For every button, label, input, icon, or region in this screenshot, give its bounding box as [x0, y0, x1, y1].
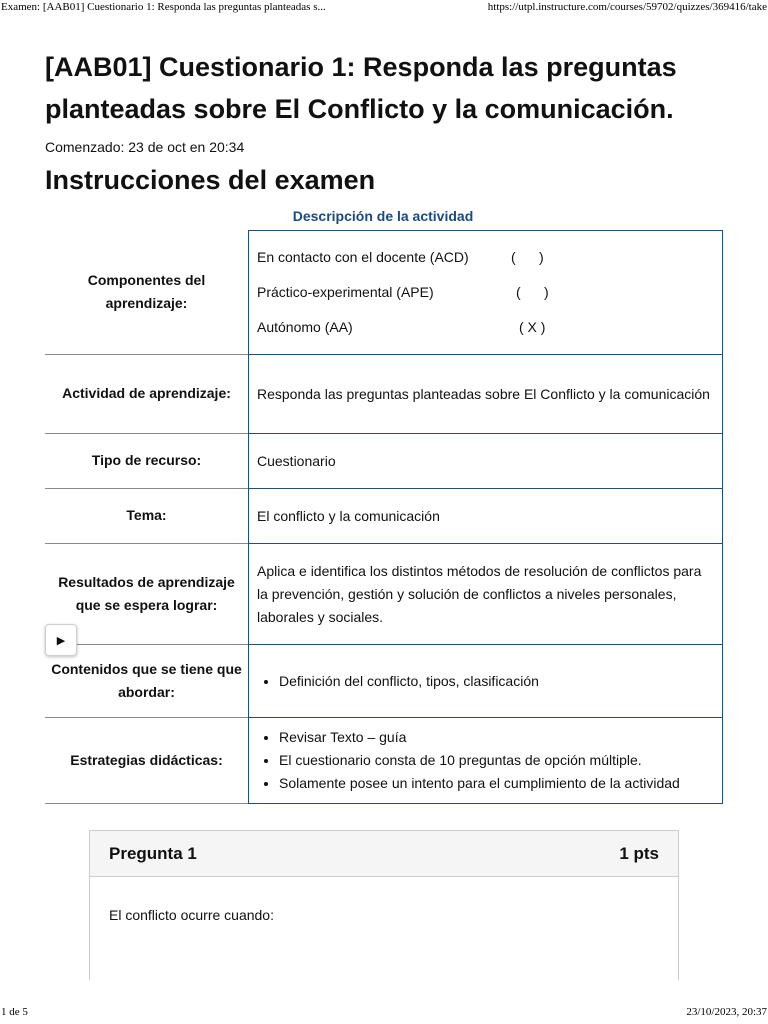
list-item: • Definición del conflicto, tipos, clasificación	[279, 670, 714, 693]
component-mark: ( )	[516, 284, 549, 300]
row-value	[248, 717, 723, 804]
row-contents	[45, 644, 723, 718]
row-topic	[45, 488, 723, 544]
list-item: • Revisar Texto – guía	[279, 726, 714, 749]
row-outcomes	[45, 543, 723, 645]
started-timestamp: Comenzado: 23 de oct en 20:34	[45, 139, 245, 155]
row-label: Actividad de aprendizaje:	[62, 385, 231, 401]
component-text: Autónomo (AA)	[257, 319, 353, 335]
row-value	[248, 230, 723, 355]
print-header-url: https://utpl.instructure.com/courses/59702/quizzes/369416/take	[487, 1, 767, 13]
question-text: El conflicto ocurre cuando:	[109, 907, 274, 923]
question-1	[89, 830, 679, 980]
row-components	[45, 230, 723, 355]
component-item	[257, 240, 714, 275]
question-title: Pregunta 1	[109, 843, 197, 863]
contents-list	[257, 670, 714, 693]
list-item: • El cuestionario consta de 10 preguntas de opción múltiple.	[279, 749, 714, 772]
row-label: Contenidos que se tiene que abordar:	[51, 660, 242, 700]
row-value: El conflicto y la comunicación	[248, 488, 723, 544]
component-mark: ( )	[511, 249, 544, 265]
list-item: • Solamente posee un intento para el cumplimiento de la actividad	[279, 772, 714, 795]
row-value: Responda las preguntas planteadas sobre El Conflicto y la comunicación	[248, 354, 723, 434]
component-text: Práctico-experimental (APE)	[257, 284, 434, 300]
print-datetime: 23/10/2023, 20:37	[686, 1006, 767, 1018]
question-points: 1 pts	[619, 843, 659, 863]
activity-caption: Descripción de la actividad	[292, 208, 474, 224]
component-item	[257, 275, 714, 310]
play-icon: ▶	[56, 634, 66, 647]
question-header	[90, 831, 678, 877]
page-title: [AAB01] Cuestionario 1: Responda las preguntas planteadas sobre El Conflicto y la comunicación.	[45, 52, 677, 124]
print-header	[0, 1, 768, 17]
row-strategies	[45, 717, 723, 804]
row-label: Tipo de recurso:	[91, 452, 202, 468]
row-value	[248, 644, 723, 718]
print-footer	[0, 1006, 768, 1022]
row-value: Cuestionario	[248, 433, 723, 489]
row-label: Resultados de aprendizaje que se espera lograr:	[58, 573, 235, 613]
page-counter: 1 de 5	[1, 1006, 28, 1018]
row-resource	[45, 433, 723, 489]
media-play-button[interactable]	[45, 624, 77, 656]
row-label: Componentes del aprendizaje:	[87, 272, 206, 311]
row-label: Estrategias didácticas:	[70, 751, 223, 768]
print-header-title: Examen: [AAB01] Cuestionario 1: Responda las preguntas planteadas s...	[1, 1, 326, 13]
instructions-heading: Instrucciones del examen	[45, 165, 376, 195]
activity-description-table	[45, 230, 723, 803]
component-text: En contacto con el docente (ACD)	[257, 249, 469, 265]
row-value: Aplica e identifica los distintos métodos de resolución de conflictos para la prevención, gestión y solución de conflictos a niveles personales, laborales y sociales.	[248, 543, 723, 645]
strategies-list	[257, 726, 714, 795]
component-item	[257, 310, 714, 345]
row-label: Tema:	[126, 507, 167, 523]
component-mark: ( X )	[519, 319, 546, 335]
row-activity	[45, 354, 723, 434]
